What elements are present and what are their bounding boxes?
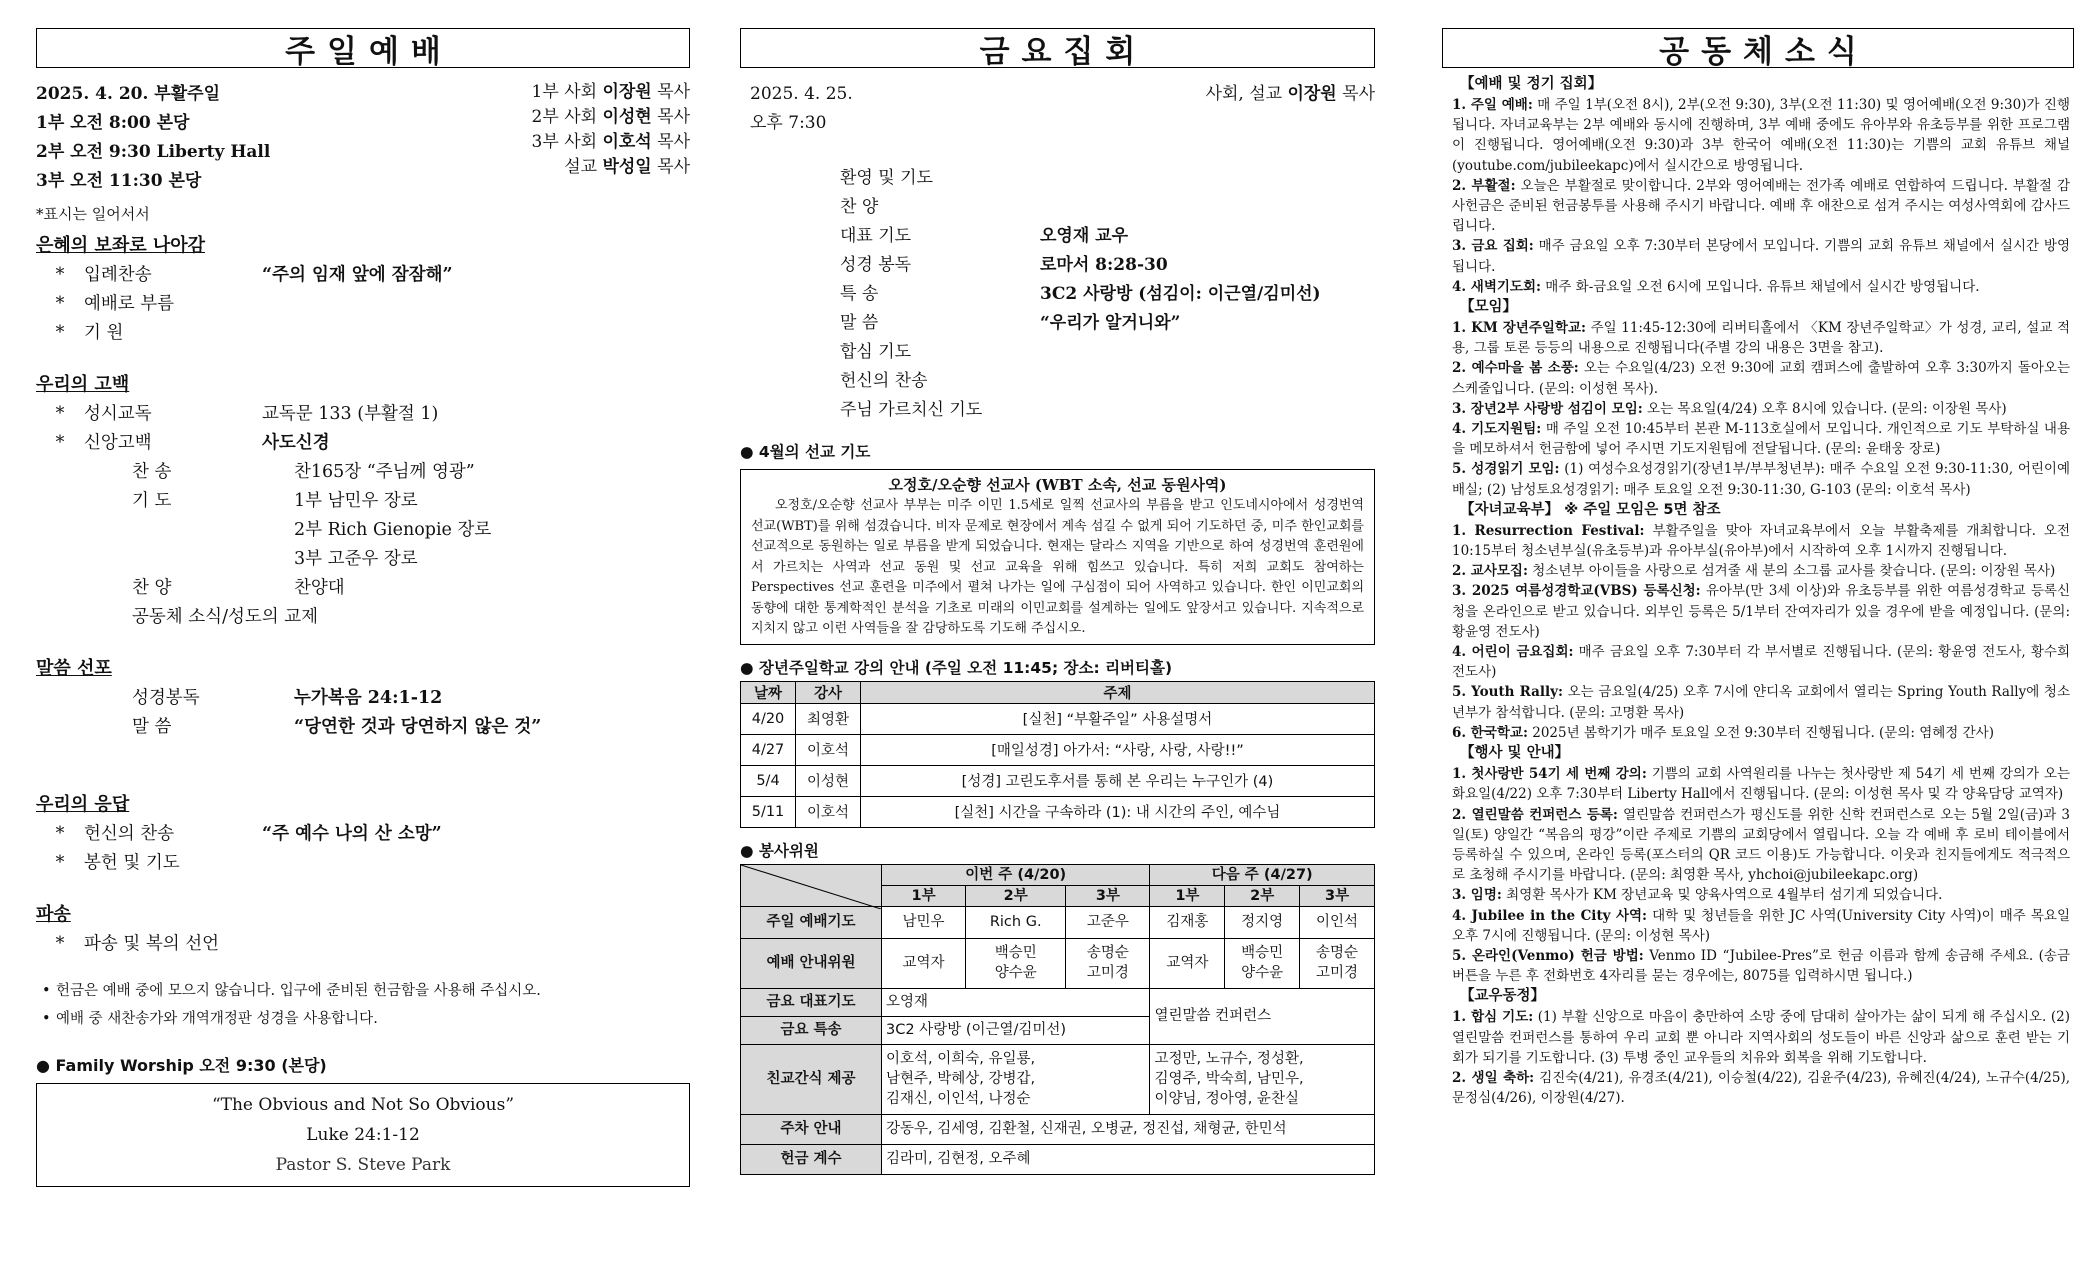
news-item bbox=[1452, 805, 2070, 886]
program-name: 특 송 bbox=[840, 284, 879, 304]
cell: 정지영 bbox=[1225, 906, 1300, 938]
lecture-cell: [성경] 고린도후서를 통해 본 우리는 누구인가 (4) bbox=[861, 765, 1375, 796]
liturgy-name: 입례찬송 bbox=[84, 265, 152, 285]
diagonal-line bbox=[741, 865, 881, 909]
service-time-2: 2부 오전 9:30 Liberty Hall bbox=[36, 142, 271, 162]
liturgy-item bbox=[36, 290, 690, 319]
mission-box bbox=[740, 469, 1375, 645]
family-scripture: Luke 24:1-12 bbox=[306, 1125, 420, 1145]
news-item-title: 2. 교사모집: bbox=[1452, 563, 1528, 580]
lecture-cell: 최영환 bbox=[796, 703, 861, 734]
stand-mark: * bbox=[55, 294, 65, 314]
lecture-cell: 5/4 bbox=[741, 765, 796, 796]
cell: 김라미, 김현정, 오주혜 bbox=[882, 1144, 1375, 1174]
lecture-cell: 이성현 bbox=[796, 765, 861, 796]
news-item bbox=[1452, 95, 2070, 176]
family-pastor: Pastor S. Steve Park bbox=[275, 1155, 451, 1175]
stand-mark: * bbox=[55, 323, 65, 343]
liturgy-item bbox=[36, 400, 690, 429]
stand-mark: * bbox=[55, 934, 65, 954]
cell: 고준우 bbox=[1066, 906, 1150, 938]
fri-prayer-row bbox=[741, 988, 1375, 1016]
program-item bbox=[740, 396, 1375, 425]
news-item-title: 2. 생일 축하: bbox=[1452, 1069, 1535, 1086]
liturgy-name: 공동체 소식/성도의 교제 bbox=[132, 607, 319, 627]
news-item-title: 3. 2025 여름성경학교(VBS) 등록신청: bbox=[1452, 583, 1701, 600]
news-item-text: 유아부(만 3세 이상)와 유초등부를 위한 여름성경학교 등록신청을 온라인으로 받고 있습니다. 외부인 등록은 5/1부터 잔여자리가 있을 경우에 받을 예정입니다. (문의: 황윤영 전도사) bbox=[1452, 583, 2070, 640]
news-item-title: 3. 금요 집회: bbox=[1452, 238, 1534, 255]
cell: 3C2 사랑방 (이근열/김미선) bbox=[882, 1016, 1150, 1044]
part-1: 1부 bbox=[882, 885, 966, 906]
news-item bbox=[1452, 419, 2070, 459]
liturgy-value: 찬165장 “주님께 영광” bbox=[294, 462, 475, 482]
news-item-title: 5. 온라인(Venmo) 헌금 방법: bbox=[1452, 947, 1644, 964]
cell: 남민우 bbox=[882, 906, 966, 938]
news-item-text: 오는 수요일(4/23) 오전 9:30에 교회 캠퍼스에 출발하여 오후 3:30까지 돌아오는 스케줄입니다. (문의: 이성현 목사). bbox=[1452, 360, 2070, 397]
news-item-text: 오는 목요일(4/24) 오후 8시에 있습니다. (문의: 이장원 목사) bbox=[1642, 400, 2007, 417]
news-item-text: (1) 여성수요성경읽기(장년1부/부부청년부): 매주 수요일 오전 9:30-11:30, 어린이예배실; (2) 남성토요성경읽기: 매주 토요일 오전 9:30-11:30, G-103 (문의: 이호석 목사) bbox=[1452, 461, 2070, 498]
stand-mark bbox=[36, 458, 84, 487]
news-item bbox=[1452, 723, 2070, 743]
news-item-title: 2. 예수마을 봄 소풍: bbox=[1452, 360, 1579, 377]
program-name: 합심 기도 bbox=[840, 342, 912, 362]
news-item-title: 2. 부활절: bbox=[1452, 177, 1516, 194]
news-item-title: 1. 합심 기도: bbox=[1452, 1009, 1534, 1026]
news-item bbox=[1452, 358, 2070, 398]
service-time-3: 3부 오전 11:30 본당 bbox=[36, 171, 202, 191]
news-item bbox=[1452, 946, 2070, 986]
liturgy-name bbox=[84, 545, 294, 574]
news-item-title: 3. 장년2부 사랑방 섬김이 모임: bbox=[1452, 400, 1643, 417]
stand-mark: * bbox=[55, 433, 65, 453]
friday-time: 오후 7:30 bbox=[750, 113, 827, 133]
news-item-text: Venmo ID “Jubilee-Pres”로 헌금 이름과 함께 송금해 주세요. (송금 버튼을 누른 후 전화번호 4자리를 묻는 경우에는, 8075를 입력하시면 됩니다.) bbox=[1452, 947, 2071, 985]
part-1: 1부 bbox=[1150, 885, 1225, 906]
liturgy-value: 2부 Rich Gienopie 장로 bbox=[294, 520, 492, 540]
news-item-title: 1. 주일 예배: bbox=[1452, 97, 1533, 113]
news-item-title: 4. Jubilee in the City 사역: bbox=[1452, 907, 1648, 924]
program-value: 로마서 8:28-30 bbox=[1040, 255, 1168, 275]
news-item-text: 매주 금요일 오후 7:30부터 본당에서 모입니다. 기쁨의 교회 유튜브 채널에서 실시간 방영됩니다. bbox=[1452, 238, 2070, 275]
cell: 고정만, 노규수, 정성환, 김영주, 박숙희, 남민우, 이양님, 정아영, 윤찬실 bbox=[1150, 1044, 1375, 1114]
section-sending: 파송 bbox=[36, 904, 71, 925]
program-item bbox=[740, 164, 1375, 193]
this-week-header: 이번 주 (4/20) bbox=[882, 864, 1150, 885]
sunday-worship-column bbox=[36, 28, 690, 1187]
prayer-row bbox=[741, 906, 1375, 938]
liturgy-value: 사도신경 bbox=[262, 433, 330, 453]
liturgy-value: “주의 임재 앞에 잠잠해” bbox=[262, 265, 453, 285]
program-value: “우리가 알거니와” bbox=[1040, 313, 1181, 333]
liturgy-item bbox=[36, 930, 690, 959]
liturgy-item bbox=[36, 458, 690, 487]
program-value: 3C2 사랑방 (섬김이: 이근열/김미선) bbox=[1040, 284, 1321, 304]
news-item-title: 4. 기도지원팀: bbox=[1452, 421, 1542, 438]
service-info bbox=[36, 80, 690, 191]
news-item-title: 6. 한국학교: bbox=[1452, 724, 1528, 741]
news-item-text: 매주 금요일 오후 7:30부터 각 부서별로 진행됩니다. (문의: 황윤영 전도사, 황수희 전도사) bbox=[1452, 644, 2070, 681]
cell: 열린말씀 컨퍼런스 bbox=[1150, 988, 1375, 1044]
program-name: 대표 기도 bbox=[840, 226, 912, 246]
row-label: 예배 안내위원 bbox=[741, 938, 882, 988]
liturgy-name: 신앙고백 bbox=[84, 433, 152, 453]
stand-mark bbox=[36, 516, 84, 545]
part-2: 2부 bbox=[1225, 885, 1300, 906]
lecture-cell: 이호석 bbox=[796, 796, 861, 827]
liturgy-name: 말 씀 bbox=[132, 717, 172, 737]
section-word: 말씀 선포 bbox=[36, 658, 112, 679]
community-news-header: 공동체소식 bbox=[1442, 28, 2074, 68]
row-label: 주차 안내 bbox=[741, 1114, 882, 1144]
cell: Rich G. bbox=[966, 906, 1066, 938]
news-item-text: 2025년 봄학기가 매주 토요일 오전 9:30부터 진행됩니다. (문의: 염혜정 간사) bbox=[1527, 724, 1994, 741]
lecture-cell: 5/11 bbox=[741, 796, 796, 827]
part-3: 3부 bbox=[1300, 885, 1375, 906]
cell: 오영재 bbox=[882, 988, 1150, 1016]
liturgy-value: “주 예수 나의 산 소망” bbox=[262, 824, 442, 844]
program-value: 오영재 교우 bbox=[1040, 226, 1129, 246]
stand-mark: * bbox=[55, 824, 65, 844]
news-section-heading: 【예배 및 정기 집회】 bbox=[1460, 76, 1603, 92]
liturgy-name: 기 도 bbox=[132, 491, 172, 511]
liturgy-value: 3부 고준우 장로 bbox=[294, 549, 418, 569]
news-item-text: 매 주일 1부(오전 8시), 2부(오전 9:30), 3부(오전 11:30) 및 영어예배(오전 9:30)가 진행됩니다. 자녀교육부는 2부 예배와 동시에 진행하며, 3부 예배 중에도 유아부와 유초등부를 위한 프로그램이 진행됩니다. 영어예배(오전 9:30)과 3부 한국어 예배(오전 11:30)는 기쁨의 교회 유튜브 채널(youtube.com/jubileekapc)에서 실시간으로 방영됩니다. bbox=[1452, 97, 2070, 174]
lecture-row bbox=[741, 765, 1375, 796]
cell: 송명순 고미경 bbox=[1066, 938, 1150, 988]
liturgy-name: 헌신의 찬송 bbox=[84, 824, 175, 844]
friday-leader: 사회, 설교 이장원 목사 bbox=[1205, 84, 1375, 104]
service-time-1: 1부 오전 8:00 본당 bbox=[36, 113, 190, 133]
cell: 김재홍 bbox=[1150, 906, 1225, 938]
news-item-text: 대학 및 청년들을 위한 JC 사역(University City 사역)이 매주 목요일 오후 7시에 진행됩니다. (문의: 이성현 목사) bbox=[1452, 907, 2070, 944]
lecture-cell: [매일성경] 아가서: “사랑, 사랑, 사랑!!” bbox=[861, 734, 1375, 765]
program-item bbox=[740, 251, 1375, 280]
news-section-heading: 【자녀교육부】 ※ 주일 모임은 5면 참조 bbox=[1460, 501, 1721, 518]
stand-note: *표시는 일어서서 bbox=[36, 205, 150, 223]
news-item bbox=[1452, 176, 2070, 237]
news-item bbox=[1452, 236, 2070, 276]
row-label: 주일 예배기도 bbox=[741, 906, 882, 938]
notes-list bbox=[36, 977, 690, 1033]
service-leaders: 1부 사회 이장원 목사 2부 사회 이성현 목사 3부 사회 이호석 목사 설교 박성일 목사 bbox=[531, 82, 690, 177]
liturgy-value: 교독문 133 (부활절 1) bbox=[262, 404, 439, 424]
news-item-title: 1. 첫사랑반 54기 세 번째 강의: bbox=[1452, 766, 1647, 783]
news-item-text: 기쁨의 교회 사역원리를 나누는 첫사랑반 제 54기 세 번째 강의가 오는 화요일(4/22) 오후 7:30부터 Liberty Hall에서 진행됩니다. (문의: 이성현 목사 및 각 양육담당 교역자) bbox=[1452, 766, 2070, 803]
family-worship-heading: ● Family Worship 오전 9:30 (본당) bbox=[36, 1056, 327, 1075]
liturgy-item bbox=[36, 574, 690, 603]
liturgy-item bbox=[36, 820, 690, 849]
news-item bbox=[1452, 1007, 2070, 1068]
stand-mark bbox=[36, 574, 84, 603]
news-item bbox=[1452, 459, 2070, 499]
liturgy-name: 성경봉독 bbox=[132, 688, 200, 708]
program-item bbox=[740, 193, 1375, 222]
news-section-heading: 【모임】 bbox=[1460, 299, 1518, 316]
lecture-row bbox=[741, 796, 1375, 827]
liturgy-item bbox=[36, 545, 690, 574]
parking-row bbox=[741, 1114, 1375, 1144]
th-topic: 주제 bbox=[861, 681, 1375, 703]
cell: 강동우, 김세영, 김환철, 신재권, 오병균, 정진섭, 채형균, 한민석 bbox=[882, 1114, 1375, 1144]
cell: 교역자 bbox=[1150, 938, 1225, 988]
cell: 교역자 bbox=[882, 938, 966, 988]
news-item bbox=[1452, 581, 2070, 642]
program-item bbox=[740, 280, 1375, 309]
news-item-title: 2. 열린말씀 컨퍼런스 등록: bbox=[1452, 806, 1618, 823]
mission-title: 오정호/오순향 선교사 (WBT 소속, 선교 동원사역) bbox=[888, 476, 1227, 494]
liturgy-name: 파송 및 복의 선언 bbox=[84, 934, 220, 954]
program-name: 말 씀 bbox=[840, 313, 879, 333]
stand-mark bbox=[36, 603, 84, 632]
sec2-list bbox=[36, 400, 690, 632]
cell: 송명순 고미경 bbox=[1300, 938, 1375, 988]
liturgy-item bbox=[36, 261, 690, 290]
sunday-worship-header: 주일예배 bbox=[36, 28, 690, 68]
lecture-table bbox=[740, 681, 1375, 828]
sec1-list bbox=[36, 261, 690, 348]
liturgy-value: 누가복음 24:1-12 bbox=[294, 688, 443, 708]
program-name: 헌신의 찬송 bbox=[840, 371, 928, 391]
program-name: 환영 및 기도 bbox=[840, 168, 933, 188]
liturgy-item bbox=[36, 713, 690, 742]
liturgy-value: 찬양대 bbox=[294, 578, 345, 598]
th-date: 날짜 bbox=[741, 681, 796, 703]
program-item bbox=[740, 338, 1375, 367]
row-label: 금요 대표기도 bbox=[741, 988, 882, 1016]
next-week-header: 다음 주 (4/27) bbox=[1150, 864, 1375, 885]
lecture-heading: ● 장년주일학교 강의 안내 (주일 오전 11:45; 장소: 리버티홀) bbox=[740, 658, 1173, 677]
news-section-heading: 【교우동정】 bbox=[1460, 988, 1546, 1005]
program-item bbox=[740, 222, 1375, 251]
sec5-list bbox=[36, 930, 690, 959]
community-news-column bbox=[1442, 28, 2074, 1108]
family-sermon-title: “The Obvious and Not So Obvious” bbox=[211, 1095, 515, 1115]
news-item-text: (1) 부활 신앙으로 마음이 충만하여 소망 중에 담대히 살아가는 삶이 되게 해 주십시오. (2) 열린말씀 컨퍼런스를 통하여 우리 교회 뿐 아니라 지역사회의 성도들이 바른 신앙과 삶으로 훈련 받는 기회가 되기를 기도합니다. (3) 투병 중인 교우들의 치유와 회복을 위해 기도합니다. bbox=[1452, 1009, 2071, 1066]
liturgy-name: 예배로 부름 bbox=[84, 294, 175, 314]
news-item-text: 매 주일 오전 10:45부터 본관 M-113호실에서 모입니다. 개인적으로 기도 부탁하실 내용을 메모하셔서 헌금함에 넣어 주시면 기도지원팀에 전달됩니다. (문의: 윤태웅 장로) bbox=[1452, 421, 2071, 458]
section-confession: 우리의 고백 bbox=[36, 374, 130, 395]
news-item bbox=[1452, 764, 2070, 804]
friday-info bbox=[740, 80, 1375, 140]
mission-heading: ● 4월의 선교 기도 bbox=[740, 443, 871, 461]
liturgy-item bbox=[36, 684, 690, 713]
friday-service-header: 금요집회 bbox=[740, 28, 1375, 68]
lecture-cell: 4/27 bbox=[741, 734, 796, 765]
news-item-title: 5. Youth Rally: bbox=[1452, 684, 1563, 701]
liturgy-name: 찬 송 bbox=[132, 462, 172, 482]
program-item bbox=[740, 309, 1375, 338]
news-item bbox=[1452, 885, 2070, 905]
lecture-row bbox=[741, 703, 1375, 734]
liturgy-name: 찬 양 bbox=[132, 578, 172, 598]
offering-row bbox=[741, 1144, 1375, 1174]
program-name: 성경 봉독 bbox=[840, 255, 912, 275]
lecture-cell: 4/20 bbox=[741, 703, 796, 734]
liturgy-name: 기 원 bbox=[84, 323, 124, 343]
lecture-cell: [실천] 시간을 구속하라 (1): 내 시간의 주인, 예수님 bbox=[861, 796, 1375, 827]
cell: 이인석 bbox=[1300, 906, 1375, 938]
liturgy-item bbox=[36, 429, 690, 458]
corner-cell bbox=[741, 864, 882, 906]
stand-mark: * bbox=[55, 853, 65, 873]
news-item-title: 4. 어린이 금요집회: bbox=[1452, 644, 1574, 661]
mission-body: 오정호/오순향 선교사 부부는 미주 이민 1.5세로 일찍 선교사의 부름을 받고 인도네시아에서 성경번역 선교(WBT)를 위해 섬겼습니다. 비자 문제로 현장에서 계속 섬길 수 없게 되어 기도하던 중, 미주 한인교회를 선교적으로 동원하는 일로 부름을 받게 되었습니다. 현재는 달라스 지역을 기반으로 하여 성경번역 훈련원에서 가르치는 사역과 선교 동원 및 선교 교육을 위해 힘쓰고 있습니다. 특히 저희 교회도 참여하는 Perspectives 선교 훈련을 미주에서 펼쳐 나가는 일에 구심점이 되어 사역하고 있습니다. 한인 이민교회의 동향에 대한 통계학적인 분석을 기초로 미래의 이민교회를 설계하는 일에도 앞장서고 있습니다. 지속적으로 지치지 않고 이런 사역들을 잘 감당하도록 기도해 주십시오. bbox=[751, 498, 1364, 636]
stand-mark bbox=[36, 487, 84, 516]
news-item-text: 주일 11:45-12:30에 리버티홀에서 〈KM 장년주일학교〉가 성경, 교리, 설교 적용, 그룹 토론 등등의 내용으로 진행됩니다(주별 강의 내용은 3면을 참고). bbox=[1452, 320, 2070, 357]
program-name: 찬 양 bbox=[840, 197, 879, 217]
cell: 백승민 양수윤 bbox=[1225, 938, 1300, 988]
family-worship-box bbox=[36, 1083, 690, 1187]
lecture-cell: [실천] “부활주일” 사용설명서 bbox=[861, 703, 1375, 734]
stand-mark bbox=[36, 684, 84, 713]
liturgy-name: 성시교독 bbox=[84, 404, 152, 424]
liturgy-name bbox=[84, 516, 294, 545]
liturgy-value: 1부 남민우 장로 bbox=[294, 491, 418, 511]
news-item bbox=[1452, 1068, 2070, 1108]
news-list bbox=[1442, 74, 2074, 1108]
friday-service-column bbox=[740, 28, 1375, 1175]
news-item-title: 4. 새벽기도회: bbox=[1452, 278, 1541, 295]
liturgy-value: “당연한 것과 당연하지 않은 것” bbox=[294, 717, 542, 737]
lecture-cell: 이호석 bbox=[796, 734, 861, 765]
section-response: 우리의 응답 bbox=[36, 794, 130, 815]
stand-mark bbox=[36, 713, 84, 742]
row-label: 금요 특송 bbox=[741, 1016, 882, 1044]
cell: 백승민 양수윤 bbox=[966, 938, 1066, 988]
service-date: 2025. 4. 20. 부활주일 bbox=[36, 84, 220, 104]
news-item-text: 오늘은 부활절로 맞이합니다. 2부와 영어예배는 전가족 예배로 연합하여 드립니다. 부활절 감사헌금은 준비된 헌금봉투를 사용해 주시기 바랍니다. 예배 후 애찬으로 섬겨 주시는 여성사역회에 감사드립니다. bbox=[1452, 177, 2070, 235]
liturgy-item bbox=[36, 849, 690, 878]
news-item-title: 3. 임명: bbox=[1452, 887, 1502, 904]
news-item-title: 5. 성경읽기 모임: bbox=[1452, 461, 1560, 478]
th-speaker: 강사 bbox=[796, 681, 861, 703]
liturgy-item bbox=[36, 516, 690, 545]
news-item bbox=[1452, 906, 2070, 946]
stand-mark: * bbox=[55, 404, 65, 424]
liturgy-item bbox=[36, 319, 690, 348]
news-item bbox=[1452, 642, 2070, 682]
usher-row bbox=[741, 938, 1375, 988]
news-item bbox=[1452, 521, 2070, 561]
liturgy-item bbox=[36, 603, 690, 632]
row-label: 친교간식 제공 bbox=[741, 1044, 882, 1114]
news-item bbox=[1452, 277, 2070, 297]
sec4-list bbox=[36, 820, 690, 878]
program-item bbox=[740, 367, 1375, 396]
news-item-text: 김진숙(4/21), 유경조(4/21), 이승철(4/22), 김윤주(4/23), 유혜진(4/24), 노규수(4/25), 문정심(4/26), 이장원(4/27). bbox=[1452, 1069, 2070, 1107]
news-item-text: 매주 화-금요일 오전 6시에 모입니다. 유튜브 채널에서 실시간 방영됩니다. bbox=[1540, 278, 1980, 295]
program-name: 주님 가르치신 기도 bbox=[840, 400, 983, 420]
sec3-list bbox=[36, 684, 690, 742]
cell: 이호석, 이희숙, 유일룡, 남현주, 박혜상, 강병갑, 김재신, 이인석, 나정순 bbox=[882, 1044, 1150, 1114]
stand-mark: * bbox=[55, 265, 65, 285]
volunteer-table bbox=[740, 864, 1375, 1175]
stand-mark bbox=[36, 545, 84, 574]
news-item-text: 열린말씀 컨퍼런스가 평신도를 위한 신학 컨퍼런스로 오는 5월 2일(금)과 3일(토) 양일간 “복음의 평강”이란 주제로 기쁨의 교회당에서 열립니다. 오늘 각 예배 후 로비 테이블에서 등록하실 수 있으며, 온라인 등록(포스터의 QR 코드 이용)도 가능합니다. 이웃과 친지들에게도 적극적으로 초청해 주시기를 바랍니다. (문의: 최영환 목사, yhchoi@jubileekapc.org) bbox=[1452, 806, 2070, 884]
row-label: 헌금 계수 bbox=[741, 1144, 882, 1174]
liturgy-item bbox=[36, 487, 690, 516]
lecture-row bbox=[741, 734, 1375, 765]
news-item-title: 1. Resurrection Festival: bbox=[1452, 522, 1645, 539]
snack-row bbox=[741, 1044, 1375, 1114]
liturgy-name: 봉헌 및 기도 bbox=[84, 853, 180, 873]
friday-program bbox=[740, 164, 1375, 425]
part-3: 3부 bbox=[1066, 885, 1150, 906]
news-item-text: 부활주일을 맞아 자녀교육부에서 오늘 부활축제를 개최합니다. 오전 10:15부터 청소년부실(유초등부)과 유아부실(유아부)에서 시작하여 오후 1시까지 진행됩니다. bbox=[1452, 522, 2070, 560]
news-item bbox=[1452, 318, 2070, 358]
friday-date: 2025. 4. 25. bbox=[750, 84, 853, 104]
news-item-title: 1. KM 장년주일학교: bbox=[1452, 320, 1586, 337]
part-2: 2부 bbox=[966, 885, 1066, 906]
news-item bbox=[1452, 399, 2070, 419]
news-item-text: 청소년부 아이들을 사랑으로 섬겨줄 새 분의 소그룹 교사를 찾습니다. (문의: 이장원 목사) bbox=[1527, 563, 2056, 580]
news-item-text: 오는 금요일(4/25) 오후 7시에 얀디옥 교회에서 열리는 Spring Youth Rally에 청소년부가 참석합니다. (문의: 고명환 목사) bbox=[1452, 684, 2070, 721]
news-item bbox=[1452, 561, 2070, 581]
note-item: • 헌금은 예배 중에 모으지 않습니다. 입구에 준비된 헌금함을 사용해 주십시오. bbox=[36, 977, 690, 1005]
news-section-heading: 【행사 및 안내】 bbox=[1460, 745, 1570, 762]
note-item: • 예배 중 새찬송가와 개역개정판 성경을 사용합니다. bbox=[36, 1005, 690, 1033]
news-item bbox=[1452, 682, 2070, 722]
section-approach: 은혜의 보좌로 나아감 bbox=[36, 235, 206, 256]
news-item-text: 최영환 목사가 KM 장년교육 및 양육사역으로 4월부터 섬기게 되었습니다. bbox=[1501, 887, 1943, 904]
volunteer-heading: ● 봉사위원 bbox=[740, 841, 819, 860]
